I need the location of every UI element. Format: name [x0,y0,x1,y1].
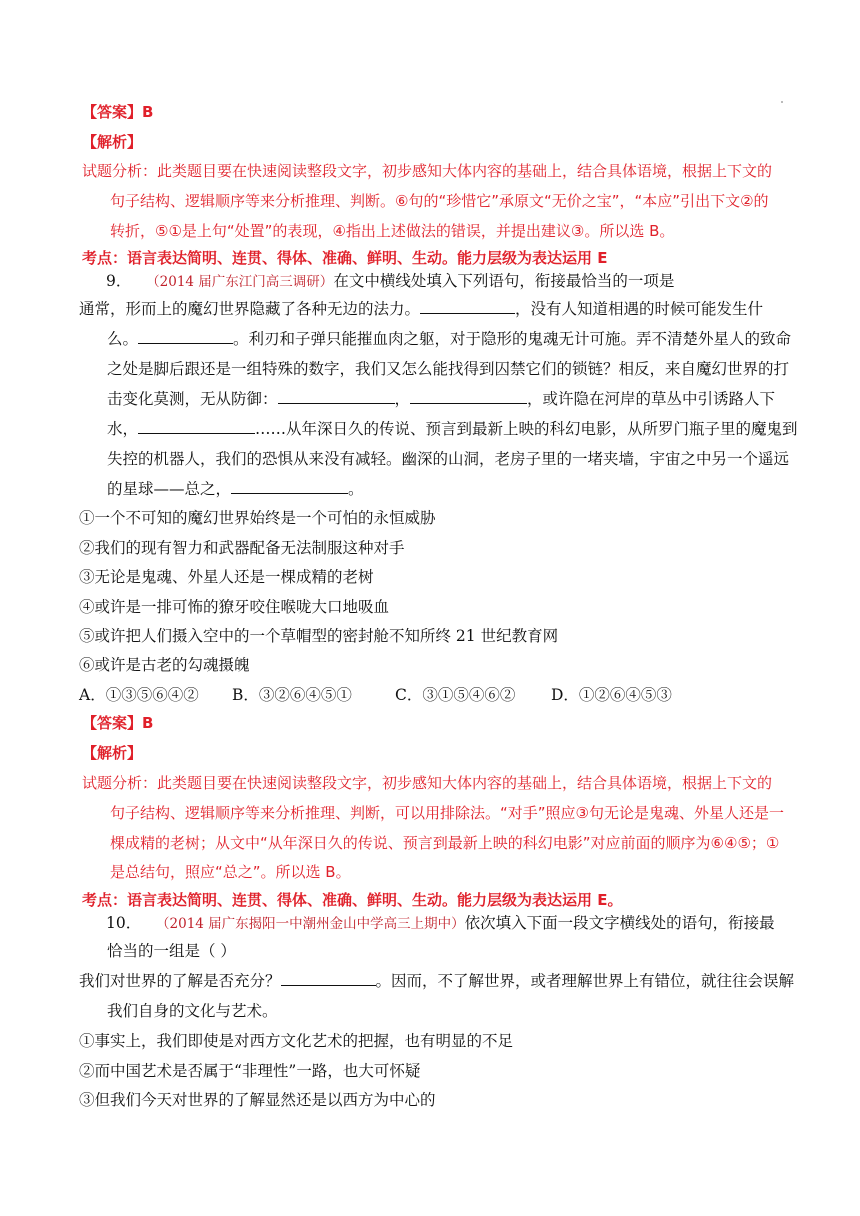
passage-text: 。 [348,480,364,498]
passage-line [107,418,798,440]
passage-line: 之处是脚后跟还是一组特殊的数字，我们又怎么能找得到囚禁它们的锁链？相反，来自魔幻世界的打 [107,360,790,378]
question-number: 10． [106,914,142,932]
choice-c: C．③①⑤④⑥② [395,686,516,704]
analysis-line: 句子结构、逻辑顺序等来分析推理、判断，可以用排除法。“对手”照应③句无论是鬼魂、外星人还是一 [110,804,784,822]
passage-text: 。因而，不了解世界，或者理解世界上有错位，就往往会误解 [375,972,795,990]
passage-text: 击变化莫测，无从防御： [107,390,278,408]
passage-line [107,328,791,350]
fill-blank [420,299,515,314]
passage-text: 么。 [107,330,139,348]
passage-text: 的星球——总之， [107,480,232,498]
passage-text: ，没有人知道相遇的时候可能发生什 [515,300,764,318]
choice-b: B．③②⑥④⑤① [232,686,352,704]
option-line: ①一个不可知的魔幻世界始终是一个可怕的永恒威胁 [79,509,436,527]
question-9-heading [106,270,674,293]
analysis-heading: 【解析】 [82,133,143,151]
analysis-line: 试题分析：此类题目要在快速阅读整段文字，初步感知大体内容的基础上，结合具体语境，根据上下文的 [82,162,773,180]
question-stem-cont: 恰当的一组是（ ） [107,942,236,960]
passage-text: 我们对世界的了解是否充分？ [79,972,281,990]
analysis-line: 是总结句，照应“总之”。所以选 B。 [110,863,351,881]
fill-blank [278,389,395,404]
passage-text: 水， [107,420,139,438]
passage-line: 我们自身的文化与艺术。 [107,1002,278,1020]
answer-heading [82,712,153,734]
option-line: ③无论是鬼魂、外星人还是一棵成精的老树 [79,568,374,586]
fill-blank [281,971,376,986]
question-stem: 依次填入下面一段文字横线处的语句，衔接最 [464,914,775,932]
answer-value: B [142,103,154,121]
passage-line [79,298,763,320]
option-line: ③但我们今天对世界的了解显然还是以西方为中心的 [79,1091,436,1109]
choice-a: A．①③⑤⑥④② [79,686,199,704]
passage-text: ，或许隐在河岸的草丛中引诱路人下 [527,390,776,408]
passage-line [79,970,794,992]
scan-dot [781,101,783,103]
option-line: ⑤或许把人们摄入空中的一个草帽型的密封舱不知所终 21 世纪教育网 [79,627,559,645]
answer-heading [82,101,153,123]
passage-line [107,388,775,410]
option-line: ②而中国艺术是否属于“非理性”一路，也大可怀疑 [79,1062,421,1080]
option-line: ④或许是一排可怖的獠牙咬住喉咙大口地吸血 [79,598,390,616]
passage-text: 。利刃和子弹只能摧血肉之躯，对于隐形的鬼魂无计可施。弄不清楚外星人的致命 [233,330,792,348]
passage-text: ， [394,390,411,408]
kaodian-line: 考点：语言表达简明、连贯、得体、准确、鲜明、生动。能力层级为表达运用 E [82,249,608,267]
fill-blank [410,389,527,404]
option-line: ⑥或许是古老的勾魂摄魄 [79,656,250,674]
fill-blank [138,329,233,344]
choice-d: D．①②⑥④⑤③ [551,686,672,704]
option-line: ②我们的现有智力和武器配备无法制服这种对手 [79,539,405,557]
analysis-heading: 【解析】 [82,744,143,762]
passage-text: 通常，形而上的魔幻世界隐藏了各种无边的法力。 [79,300,421,318]
kaodian-line: 考点：语言表达简明、连贯、得体、准确、鲜明、生动。能力层级为表达运用 E。 [82,891,623,909]
question-10-heading [106,912,775,935]
fill-blank [231,479,348,494]
passage-line [107,478,364,500]
question-source: （2014 届广东揭阳一中潮州金山中学高三上期中） [156,916,465,932]
answer-label: 【答案】 [82,103,143,121]
analysis-line: 转折，⑤①是上句“处置”的表现，④指出上述做法的错误，并提出建议③。所以选 B。 [110,222,675,240]
analysis-line: 句子结构、逻辑顺序等来分析推理、判断。⑥句的“珍惜它”承原文“无价之宝”，“本应”引出下文②的 [110,192,769,210]
question-stem: 在文中横线处填入下列语句，衔接最恰当的一项是 [333,272,675,290]
option-line: ①事实上，我们即使是对西方文化艺术的把握，也有明显的不足 [79,1032,514,1050]
fill-blank [138,419,255,434]
question-number: 9． [106,272,132,290]
answer-value: B [142,714,154,732]
passage-line: 失控的机器人，我们的恐惧从来没有减轻。幽深的山洞，老房子里的一堵夹墙，宇宙之中另一个遥远 [107,450,790,468]
analysis-line: 试题分析：此类题目要在快速阅读整段文字，初步感知大体内容的基础上，结合具体语境，根据上下文的 [82,774,773,792]
analysis-line: 棵成精的老树；从文中“从年深日久的传说、预言到最新上映的科幻电影”对应前面的顺序为⑥④⑤；① [110,834,780,852]
passage-text: ……从年深日久的传说、预言到最新上映的科幻电影，从所罗门瓶子里的魔鬼到 [255,420,798,438]
question-source: （2014 届广东江门高三调研） [146,274,334,290]
answer-label: 【答案】 [82,714,143,732]
